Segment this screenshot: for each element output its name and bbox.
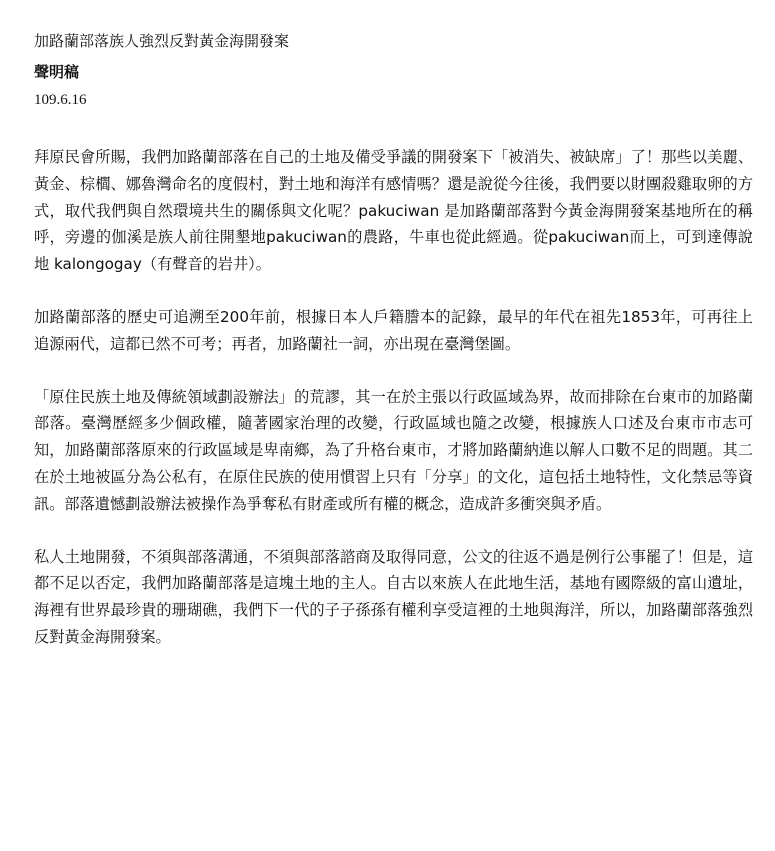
document-title: 加路蘭部落族人強烈反對黃金海開發案: [34, 32, 290, 50]
paragraph-conclusion: 私人土地開發，不須與部落溝通，不須與部落諮商及取得同意，公文的往返不過是例行公事罷了！但是，這都不足以否定，我們加路蘭部落是這塊土地的主人。自古以來族人在此地生活，基地有國際級的富山遺址，海裡有世界最珍貴的珊瑚礁，我們下一代的子子孫孫有權利享受這裡的土地與海洋，所以，加路蘭部落強烈反對黃金海開發案。: [34, 547, 753, 646]
paragraph-land-rules: 「原住民族土地及傳統領域劃設辦法」的荒謬，其一在於主張以行政區域為界，故而排除在台東市的加路蘭部落。臺灣歷經多少個政權，隨著國家治理的改變，行政區域也隨之改變，根據族人口述及台東市市志可知，加路蘭部落原來的行政區域是卑南鄉，為了升格台東市，才將加路蘭納進以解人口數不足的問題。其二在於土地被區分為公私有，在原住民族的使用慣習上只有「分享」的文化，這包括土地特性，文化禁忌等資訊。部落遺憾劃設辦法被操作為爭奪私有財產或所有權的概念，造成許多衝突與矛盾。: [34, 387, 753, 513]
paragraph-intro: 拜原民會所賜，我們加路蘭部落在自己的土地及備受爭議的開發案下「被消失、被缺席」了！那些以美麗、黃金、棕櫚、娜魯灣命名的度假村，對土地和海洋有感情嗎？還是說從今往後，我們要以財團殺雞取卵的方式，取代我們與自然環境共生的關係與文化呢？pakuciwan 是加路蘭部落對今黃金海開發案基地所在的稱呼，旁邊的伽溪是族人前往開墾地pakuciwan的農路，牛車也從此經過。從pakuciwan而上，可到達傳說地 kalongogay（有聲音的岩井）。: [34, 148, 753, 274]
paragraph-history: 加路蘭部落的歷史可追溯至200年前，根據日本人戶籍謄本的記錄，最早的年代在祖先1853年，可再往上追源兩代，這都已然不可考；再者，加路蘭社一詞，亦出現在臺灣堡圖。: [34, 307, 753, 353]
document-date: 109.6.16: [34, 92, 87, 108]
statement-body: [34, 144, 753, 651]
document-subtitle: 聲明稿: [34, 63, 80, 81]
